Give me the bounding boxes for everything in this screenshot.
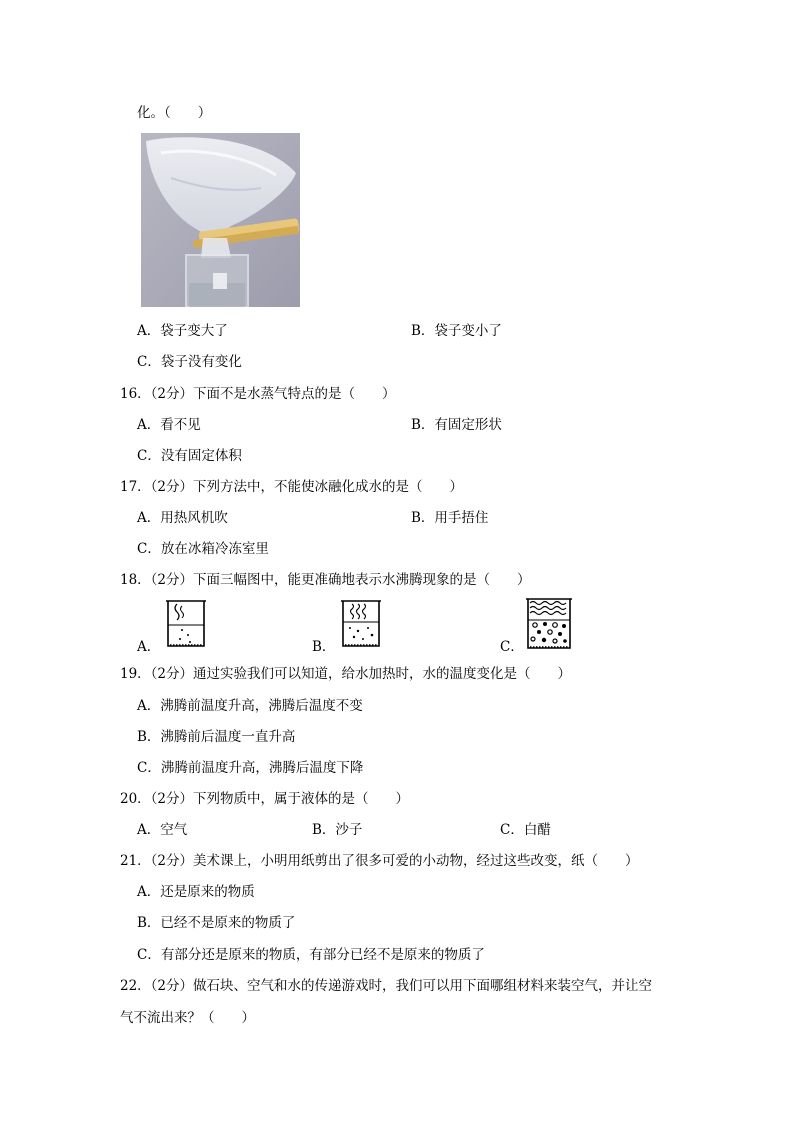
q21-option-a: A．还是原来的物质 xyxy=(137,884,255,900)
q20-stem: 20．（2分）下列物质中，属于液体的是（ ） xyxy=(120,791,410,807)
beaker-a-diagram xyxy=(162,598,210,654)
beaker-c-diagram xyxy=(523,596,575,656)
q20-option-b: B．沙子 xyxy=(312,822,363,838)
q17-option-c: C．放在冰箱冷冻室里 xyxy=(137,541,269,557)
q19-stem: 19．（2分）通过实验我们可以知道，给水加热时，水的温度变化是（ ） xyxy=(120,666,572,682)
q16-stem: 16．（2分）下面不是水蒸气特点的是（ ） xyxy=(120,386,396,402)
bag-over-beaker-photo xyxy=(141,133,300,307)
q18-option-c: C． xyxy=(500,639,524,655)
q15-option-b: B．袋子变小了 xyxy=(411,323,502,339)
q15-option-c: C．袋子没有变化 xyxy=(137,354,242,370)
q21-option-b: B．已经不是原来的物质了 xyxy=(137,915,296,931)
q21-option-c: C．有部分还是原来的物质，有部分已经不是原来的物质了 xyxy=(137,947,485,963)
beaker-b-diagram xyxy=(338,598,384,654)
q17-option-b: B．用手捂住 xyxy=(411,510,489,526)
q15-option-a: A．袋子变大了 xyxy=(137,323,228,339)
q17-option-a: A．用热风机吹 xyxy=(137,510,228,526)
q18-stem: 18．（2分）下面三幅图中，能更准确地表示水沸腾现象的是（ ） xyxy=(120,572,531,588)
q18-option-a: A． xyxy=(137,639,161,655)
q20-option-a: A．空气 xyxy=(137,822,188,838)
q16-option-b: B．有固定形状 xyxy=(411,417,502,433)
q17-stem: 17．（2分）下列方法中，不能使冰融化成水的是（ ） xyxy=(120,479,464,495)
q16-option-c: C．没有固定体积 xyxy=(137,448,242,464)
q19-option-a: A．沸腾前温度升高，沸腾后温度不变 xyxy=(137,698,363,714)
q22-stem-continued: 气不流出来？（ ） xyxy=(120,1010,255,1026)
q15-stem-tail: 化。（ ） xyxy=(137,105,212,121)
q16-option-a: A．看不见 xyxy=(137,417,201,433)
q19-option-b: B．沸腾前后温度一直升高 xyxy=(137,729,296,745)
q20-option-c: C．白醋 xyxy=(500,822,551,838)
q22-stem: 22．（2分）做石块、空气和水的传递游戏时，我们可以用下面哪组材料来装空气，并让空 xyxy=(120,978,653,994)
q18-option-b: B． xyxy=(312,639,336,655)
q19-option-c: C．沸腾前温度升高，沸腾后温度下降 xyxy=(137,760,364,776)
q21-stem: 21．（2分）美术课上，小明用纸剪出了很多可爱的小动物，经过这些改变，纸（ ） xyxy=(120,853,639,869)
